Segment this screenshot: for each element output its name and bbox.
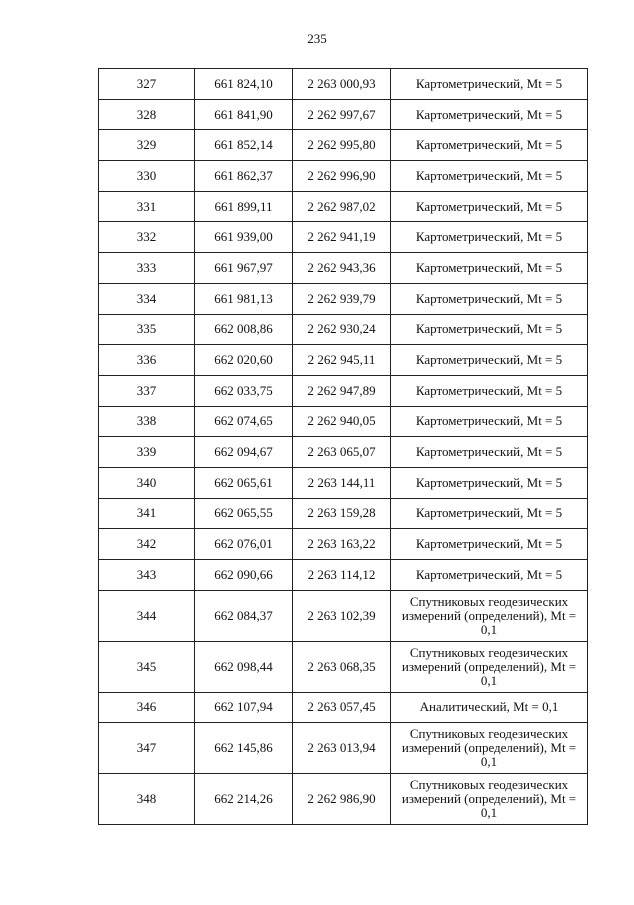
table-row bbox=[99, 773, 588, 824]
table-row bbox=[99, 641, 588, 692]
table-row bbox=[99, 375, 588, 406]
table-row bbox=[99, 99, 588, 130]
point-number-cell: 337 bbox=[99, 375, 195, 406]
method-cell: Картометрический, Mt = 5 bbox=[391, 314, 588, 345]
table-row bbox=[99, 130, 588, 161]
x-coordinate-cell: 662 020,60 bbox=[195, 345, 293, 376]
y-coordinate-cell: 2 263 102,39 bbox=[293, 590, 391, 641]
table-row bbox=[99, 253, 588, 284]
x-coordinate-cell: 661 841,90 bbox=[195, 99, 293, 130]
method-cell: Картометрический, Mt = 5 bbox=[391, 283, 588, 314]
point-number-cell: 339 bbox=[99, 437, 195, 468]
table-row bbox=[99, 529, 588, 560]
point-number-cell: 331 bbox=[99, 191, 195, 222]
point-number-cell: 335 bbox=[99, 314, 195, 345]
x-coordinate-cell: 662 074,65 bbox=[195, 406, 293, 437]
method-cell: Картометрический, Mt = 5 bbox=[391, 161, 588, 192]
x-coordinate-cell: 661 862,37 bbox=[195, 161, 293, 192]
y-coordinate-cell: 2 262 941,19 bbox=[293, 222, 391, 253]
point-number-cell: 342 bbox=[99, 529, 195, 560]
x-coordinate-cell: 662 008,86 bbox=[195, 314, 293, 345]
table-row bbox=[99, 406, 588, 437]
y-coordinate-cell: 2 262 995,80 bbox=[293, 130, 391, 161]
point-number-cell: 333 bbox=[99, 253, 195, 284]
method-cell: Аналитический, Mt = 0,1 bbox=[391, 692, 588, 722]
point-number-cell: 327 bbox=[99, 69, 195, 100]
page-number: 235 bbox=[307, 31, 327, 46]
point-number-cell: 330 bbox=[99, 161, 195, 192]
point-number-cell: 329 bbox=[99, 130, 195, 161]
y-coordinate-cell: 2 263 000,93 bbox=[293, 69, 391, 100]
y-coordinate-cell: 2 262 945,11 bbox=[293, 345, 391, 376]
x-coordinate-cell: 662 107,94 bbox=[195, 692, 293, 722]
x-coordinate-cell: 662 098,44 bbox=[195, 641, 293, 692]
method-cell: Картометрический, Mt = 5 bbox=[391, 130, 588, 161]
y-coordinate-cell: 2 263 013,94 bbox=[293, 722, 391, 773]
method-cell: Картометрический, Mt = 5 bbox=[391, 406, 588, 437]
point-number-cell: 347 bbox=[99, 722, 195, 773]
y-coordinate-cell: 2 263 057,45 bbox=[293, 692, 391, 722]
x-coordinate-cell: 661 967,97 bbox=[195, 253, 293, 284]
table-row bbox=[99, 69, 588, 100]
method-cell: Картометрический, Mt = 5 bbox=[391, 99, 588, 130]
method-cell: Картометрический, Mt = 5 bbox=[391, 253, 588, 284]
x-coordinate-cell: 662 076,01 bbox=[195, 529, 293, 560]
coordinates-table bbox=[98, 68, 588, 825]
x-coordinate-cell: 661 981,13 bbox=[195, 283, 293, 314]
x-coordinate-cell: 662 033,75 bbox=[195, 375, 293, 406]
method-cell: Картометрический, Mt = 5 bbox=[391, 375, 588, 406]
table-row bbox=[99, 314, 588, 345]
y-coordinate-cell: 2 262 943,36 bbox=[293, 253, 391, 284]
point-number-cell: 345 bbox=[99, 641, 195, 692]
y-coordinate-cell: 2 262 987,02 bbox=[293, 191, 391, 222]
method-cell: Картометрический, Mt = 5 bbox=[391, 560, 588, 591]
table-row bbox=[99, 222, 588, 253]
table-row bbox=[99, 437, 588, 468]
table-row bbox=[99, 498, 588, 529]
point-number-cell: 341 bbox=[99, 498, 195, 529]
point-number-cell: 334 bbox=[99, 283, 195, 314]
x-coordinate-cell: 662 094,67 bbox=[195, 437, 293, 468]
table-row bbox=[99, 345, 588, 376]
y-coordinate-cell: 2 262 997,67 bbox=[293, 99, 391, 130]
method-cell: Спутниковых геодезических измерений (определений), Mt = 0,1 bbox=[391, 773, 588, 824]
point-number-cell: 344 bbox=[99, 590, 195, 641]
method-cell: Картометрический, Mt = 5 bbox=[391, 191, 588, 222]
table-row bbox=[99, 161, 588, 192]
x-coordinate-cell: 662 145,86 bbox=[195, 722, 293, 773]
y-coordinate-cell: 2 262 986,90 bbox=[293, 773, 391, 824]
x-coordinate-cell: 661 899,11 bbox=[195, 191, 293, 222]
table-row bbox=[99, 283, 588, 314]
point-number-cell: 338 bbox=[99, 406, 195, 437]
method-cell: Картометрический, Mt = 5 bbox=[391, 222, 588, 253]
table-row bbox=[99, 590, 588, 641]
table-row bbox=[99, 467, 588, 498]
method-cell: Картометрический, Mt = 5 bbox=[391, 529, 588, 560]
y-coordinate-cell: 2 263 159,28 bbox=[293, 498, 391, 529]
method-cell: Картометрический, Mt = 5 bbox=[391, 345, 588, 376]
method-cell: Картометрический, Mt = 5 bbox=[391, 437, 588, 468]
x-coordinate-cell: 662 065,55 bbox=[195, 498, 293, 529]
table-row bbox=[99, 692, 588, 722]
method-cell: Картометрический, Mt = 5 bbox=[391, 69, 588, 100]
table-row bbox=[99, 560, 588, 591]
method-cell: Картометрический, Mt = 5 bbox=[391, 467, 588, 498]
x-coordinate-cell: 661 852,14 bbox=[195, 130, 293, 161]
method-cell: Спутниковых геодезических измерений (определений), Mt = 0,1 bbox=[391, 722, 588, 773]
y-coordinate-cell: 2 262 996,90 bbox=[293, 161, 391, 192]
point-number-cell: 340 bbox=[99, 467, 195, 498]
point-number-cell: 348 bbox=[99, 773, 195, 824]
method-cell: Спутниковых геодезических измерений (определений), Mt = 0,1 bbox=[391, 641, 588, 692]
y-coordinate-cell: 2 262 947,89 bbox=[293, 375, 391, 406]
x-coordinate-cell: 661 939,00 bbox=[195, 222, 293, 253]
table-row bbox=[99, 191, 588, 222]
point-number-cell: 336 bbox=[99, 345, 195, 376]
y-coordinate-cell: 2 262 930,24 bbox=[293, 314, 391, 345]
point-number-cell: 343 bbox=[99, 560, 195, 591]
y-coordinate-cell: 2 263 114,12 bbox=[293, 560, 391, 591]
y-coordinate-cell: 2 263 068,35 bbox=[293, 641, 391, 692]
x-coordinate-cell: 662 065,61 bbox=[195, 467, 293, 498]
y-coordinate-cell: 2 262 940,05 bbox=[293, 406, 391, 437]
point-number-cell: 332 bbox=[99, 222, 195, 253]
x-coordinate-cell: 662 090,66 bbox=[195, 560, 293, 591]
x-coordinate-cell: 662 084,37 bbox=[195, 590, 293, 641]
method-cell: Спутниковых геодезических измерений (определений), Mt = 0,1 bbox=[391, 590, 588, 641]
y-coordinate-cell: 2 263 144,11 bbox=[293, 467, 391, 498]
table-row bbox=[99, 722, 588, 773]
y-coordinate-cell: 2 263 163,22 bbox=[293, 529, 391, 560]
point-number-cell: 346 bbox=[99, 692, 195, 722]
point-number-cell: 328 bbox=[99, 99, 195, 130]
y-coordinate-cell: 2 263 065,07 bbox=[293, 437, 391, 468]
method-cell: Картометрический, Mt = 5 bbox=[391, 498, 588, 529]
y-coordinate-cell: 2 262 939,79 bbox=[293, 283, 391, 314]
x-coordinate-cell: 662 214,26 bbox=[195, 773, 293, 824]
x-coordinate-cell: 661 824,10 bbox=[195, 69, 293, 100]
